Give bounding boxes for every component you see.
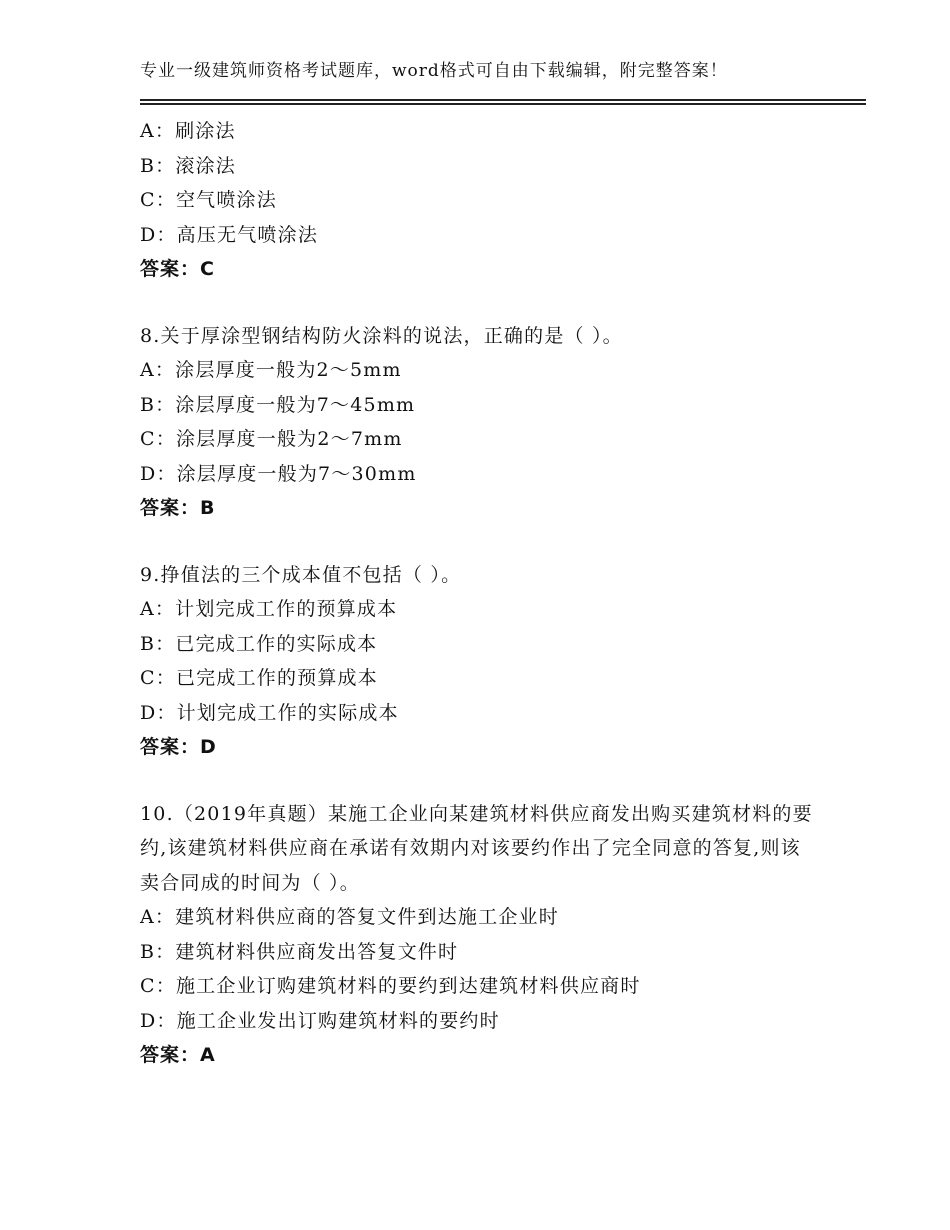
option-b: B：建筑材料供应商发出答复文件时	[140, 940, 459, 963]
option-a: A：建筑材料供应商的答复文件到达施工企业时	[140, 906, 559, 928]
answer-line: 答案：D	[140, 736, 217, 758]
question-block-7	[140, 114, 820, 287]
option-c: C：施工企业订购建筑材料的要约到达建筑材料供应商时	[140, 975, 641, 997]
spacer	[140, 526, 820, 558]
option-c: C：空气喷涂法	[140, 189, 277, 211]
question-block-8	[140, 319, 820, 526]
option-a: A：涂层厚度一般为2～5mm	[140, 359, 402, 381]
spacer	[140, 287, 820, 319]
header-rule-bottom	[140, 103, 866, 105]
question-block-9	[140, 558, 820, 765]
question-stem: 10.（2019年真题）某施工企业向某建筑材料供应商发出购买建筑材料的要约,该建筑材料供应商在承诺有效期内对该要约作出了完全同意的答复,则该卖合同成的时间为（ ）。	[140, 802, 813, 894]
option-b: B：滚涂法	[140, 154, 236, 177]
option-d: D：高压无气喷涂法	[140, 223, 319, 246]
option-a: A：计划完成工作的预算成本	[140, 598, 398, 620]
question-stem: 8.关于厚涂型钢结构防火涂料的说法，正确的是（ ）。	[140, 324, 623, 347]
question-stem: 9.挣值法的三个成本值不包括（ ）。	[140, 563, 462, 586]
page-header: 专业一级建筑师资格考试题库，word格式可自由下载编辑，附完整答案！	[140, 61, 728, 81]
option-b: B：已完成工作的实际成本	[140, 632, 378, 655]
option-d: D：施工企业发出订购建筑材料的要约时	[140, 1009, 500, 1032]
question-block-10	[140, 797, 820, 1073]
option-c: C：涂层厚度一般为2～7mm	[140, 428, 403, 450]
option-b: B：涂层厚度一般为7～45mm	[140, 393, 416, 416]
spacer	[140, 765, 820, 797]
option-c: C：已完成工作的预算成本	[140, 667, 378, 689]
option-d: D：计划完成工作的实际成本	[140, 701, 399, 724]
option-d: D：涂层厚度一般为7～30mm	[140, 462, 417, 485]
answer-line: 答案：A	[140, 1044, 216, 1066]
answer-line: 答案：C	[140, 258, 215, 280]
header-rule-top	[140, 99, 866, 101]
answer-line: 答案：B	[140, 497, 216, 519]
question-list	[140, 114, 820, 1073]
option-a: A：刷涂法	[140, 120, 236, 142]
